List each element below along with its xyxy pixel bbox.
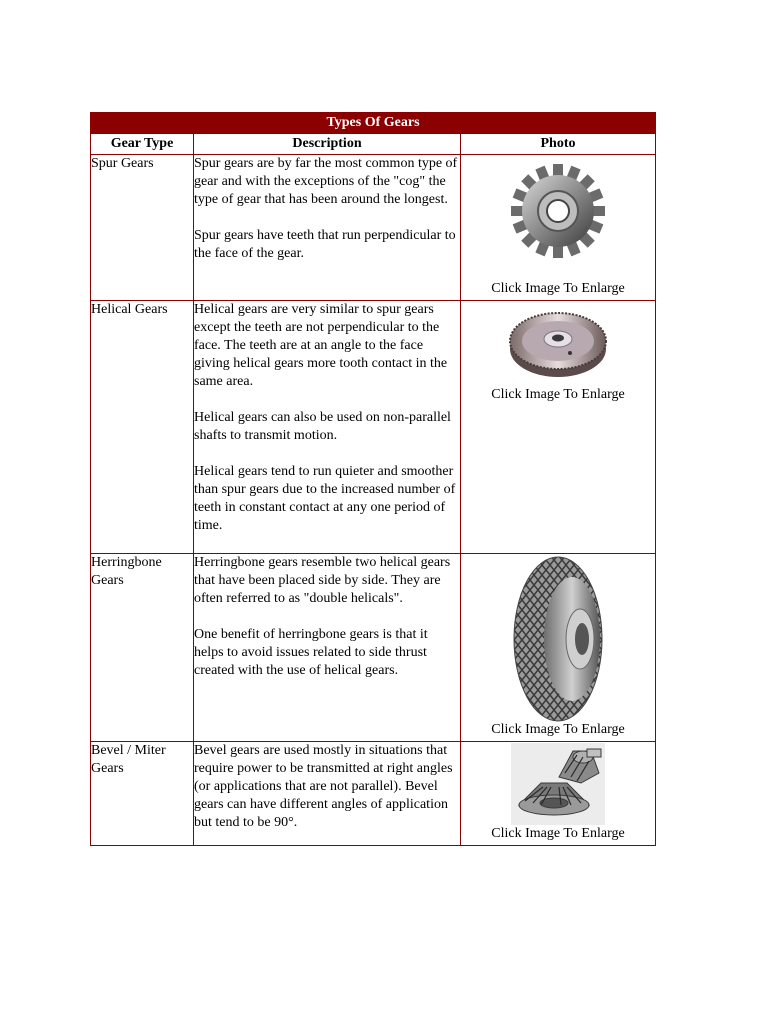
enlarge-caption[interactable]: Click Image To Enlarge [491, 387, 625, 402]
table-row [91, 742, 656, 846]
gear-type-cell: Spur Gears [91, 155, 194, 301]
spur-gear-photo[interactable] [508, 161, 608, 261]
description-paragraph: Spur gears are by far the most common type of gear and with the exceptions of the "cog" the type of gear that has been around the longest. [194, 156, 458, 207]
description-cell [194, 554, 461, 742]
gear-type-cell: Helical Gears [91, 301, 194, 554]
header-photo: Photo [461, 134, 656, 155]
header-description: Description [194, 134, 461, 155]
description-paragraph: Herringbone gears resemble two helical gears that have been placed side by side. They are often referred to as "double helicals". [194, 555, 451, 606]
description-paragraph: Bevel gears are used mostly in situations that require power to be transmitted at right angles (or applications that are not parallel). Bevel gears can have different angles of application but tend to be 90°. [194, 743, 453, 830]
enlarge-caption[interactable]: Click Image To Enlarge [491, 722, 625, 737]
photo-cell [461, 554, 656, 742]
description-cell [194, 155, 461, 301]
enlarge-caption[interactable]: Click Image To Enlarge [491, 826, 625, 841]
description-paragraph: One benefit of herringbone gears is that it helps to avoid issues related to side thrust created with the use of helical gears. [194, 627, 428, 678]
table-title: Types Of Gears [91, 113, 656, 134]
photo-cell [461, 742, 656, 846]
table-row [91, 301, 656, 554]
table-header-row [91, 134, 656, 155]
description-paragraph: Spur gears have teeth that run perpendicular to the face of the gear. [194, 228, 456, 261]
gear-types-table [90, 112, 656, 846]
description-paragraph: Helical gears tend to run quieter and smoother than spur gears due to the increased number of teeth in constant contact at any one period of time. [194, 464, 456, 533]
photo-cell [461, 301, 656, 554]
enlarge-caption[interactable]: Click Image To Enlarge [491, 281, 625, 296]
herringbone-gear-photo[interactable] [510, 555, 606, 723]
description-paragraph: Helical gears are very similar to spur gears except the teeth are not perpendicular to the face. The teeth are at an angle to the face giving helical gears more tooth contact in the same area. [194, 302, 448, 389]
gear-type-cell: Bevel / Miter Gears [91, 742, 194, 846]
gear-type-cell: Herringbone Gears [91, 554, 194, 742]
table-row [91, 554, 656, 742]
photo-cell [461, 155, 656, 301]
description-cell [194, 301, 461, 554]
table-row [91, 155, 656, 301]
bevel-gear-photo[interactable] [511, 743, 605, 825]
helical-gear-photo[interactable] [508, 303, 608, 383]
description-cell [194, 742, 461, 846]
header-gear-type: Gear Type [91, 134, 194, 155]
description-paragraph: Helical gears can also be used on non-parallel shafts to transmit motion. [194, 410, 451, 443]
